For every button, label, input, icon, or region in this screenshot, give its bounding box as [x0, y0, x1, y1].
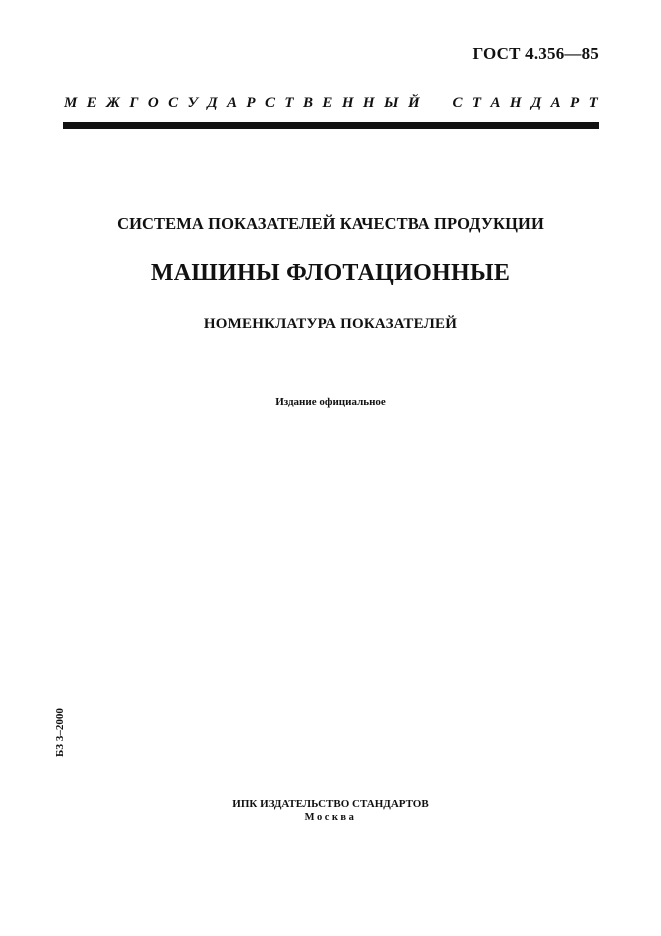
heading-letter: Й — [407, 95, 420, 111]
heading-letter: Р — [570, 95, 580, 111]
heading-letter: Е — [322, 95, 333, 111]
subtitle: НОМЕНКЛАТУРА ПОКАЗАТЕЛЕЙ — [203, 316, 458, 332]
heading-letter: Ы — [384, 95, 399, 111]
heading-letter: М — [64, 95, 78, 111]
document-number: ГОСТ 4.356—85 — [472, 44, 599, 63]
publisher: ИПК ИЗДАТЕЛЬСТВО СТАНДАРТОВ — [232, 798, 429, 810]
heading-letter: Е — [86, 95, 97, 111]
heading-letter: Д — [207, 95, 218, 111]
heading-letter: Н — [509, 95, 522, 111]
heading-letter: Г — [129, 95, 139, 111]
heading-letter: О — [147, 95, 159, 111]
side-code: БЗ 3–2000 — [54, 708, 66, 757]
heading-letter: Т — [284, 95, 294, 111]
header-rule — [63, 122, 599, 129]
heading-letter: Т — [471, 95, 482, 111]
city: Москва — [304, 812, 357, 823]
heading-letter: Т — [588, 95, 598, 111]
heading-letter: У — [187, 95, 198, 111]
main-title: МАШИНЫ ФЛОТАЦИОННЫЕ — [150, 260, 511, 286]
heading-letter: А — [227, 95, 238, 111]
heading-letter: С — [452, 95, 463, 111]
heading-letter: Д — [530, 95, 542, 111]
heading-word-gap — [429, 95, 443, 112]
heading-letter: А — [550, 95, 561, 111]
heading-letter: Ж — [106, 95, 120, 111]
heading-letter: Н — [341, 95, 354, 111]
edition-label: Издание официальное — [275, 396, 386, 408]
heading-letter: Н — [362, 95, 375, 111]
heading-letter: В — [303, 95, 314, 111]
heading-letter: Р — [246, 95, 256, 111]
system-title: СИСТЕМА ПОКАЗАТЕЛЕЙ КАЧЕСТВА ПРОДУКЦИИ — [117, 214, 544, 233]
interstate-standard-heading — [64, 95, 598, 112]
heading-letter: С — [168, 95, 179, 111]
heading-letter: А — [490, 95, 501, 111]
heading-letter: С — [265, 95, 276, 111]
